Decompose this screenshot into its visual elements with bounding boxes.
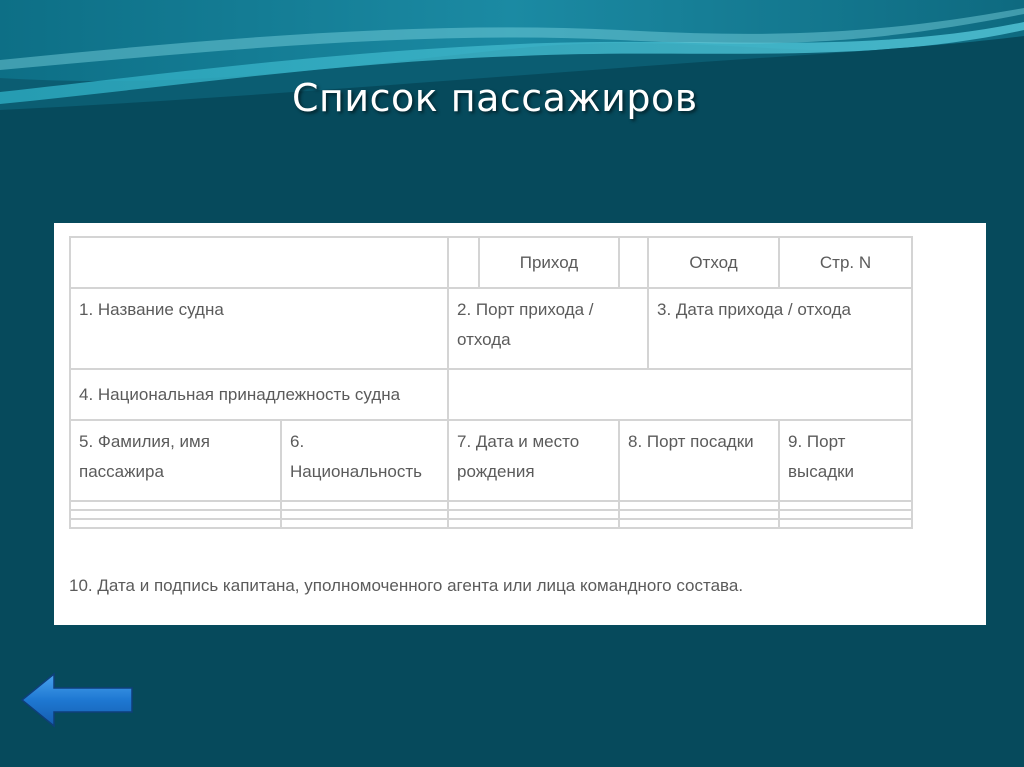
column-nationality: 6. Национальность xyxy=(281,420,448,501)
empty-cell xyxy=(281,510,448,519)
page-title: Список пассажиров xyxy=(292,76,698,120)
passenger-list-form xyxy=(69,236,913,529)
empty-cell xyxy=(281,501,448,510)
passenger-row xyxy=(70,501,912,510)
field-ship-nationality: 4. Национальная принадлежность судна xyxy=(70,369,448,420)
column-disembark: 9. Порт высадки xyxy=(779,420,912,501)
empty-cell xyxy=(779,501,912,510)
empty-cell xyxy=(779,519,912,528)
header-spacer-cell xyxy=(448,237,479,288)
empty-cell xyxy=(70,501,281,510)
nationality-row xyxy=(70,369,912,420)
empty-cell xyxy=(448,510,619,519)
passenger-columns-row xyxy=(70,420,912,501)
empty-cell xyxy=(281,519,448,528)
ship-info-row xyxy=(70,288,912,369)
empty-cell xyxy=(619,510,779,519)
field-ship-name: 1. Название судна xyxy=(70,288,448,369)
form-panel xyxy=(54,223,986,625)
header-row xyxy=(70,237,912,288)
header-departure: Отход xyxy=(648,237,779,288)
passenger-row xyxy=(70,510,912,519)
header-blank-cell xyxy=(70,237,448,288)
field-date: 3. Дата прихода / отхода xyxy=(648,288,912,369)
header-page-number: Стр. N xyxy=(779,237,912,288)
empty-cell xyxy=(448,519,619,528)
passenger-row xyxy=(70,519,912,528)
field-ship-nationality-value xyxy=(448,369,912,420)
empty-cell xyxy=(448,501,619,510)
empty-cell xyxy=(70,519,281,528)
captain-signature-note: 10. Дата и подпись капитана, уполномоченного агента или лица командного состава. xyxy=(69,576,744,595)
header-spacer-cell xyxy=(619,237,648,288)
column-embark: 8. Порт посадки xyxy=(619,420,779,501)
column-birth: 7. Дата и место рождения xyxy=(448,420,619,501)
empty-cell xyxy=(619,519,779,528)
empty-cell xyxy=(70,510,281,519)
empty-cell xyxy=(619,501,779,510)
empty-cell xyxy=(779,510,912,519)
header-arrival: Приход xyxy=(479,237,619,288)
left-arrow-icon[interactable] xyxy=(20,670,136,730)
column-passenger-name: 5. Фамилия, имя пассажира xyxy=(70,420,281,501)
field-port: 2. Порт прихода / отхода xyxy=(448,288,648,369)
